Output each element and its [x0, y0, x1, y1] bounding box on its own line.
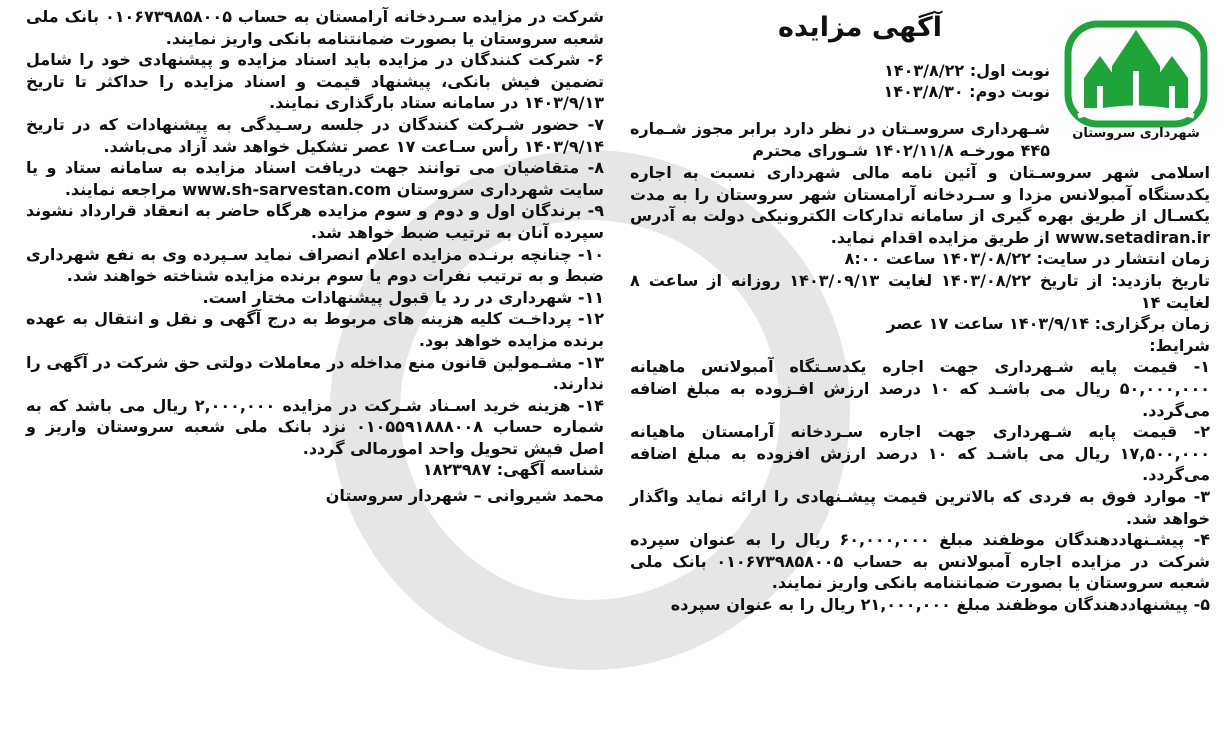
left-column — [26, 6, 604, 507]
round-first: نوبت اول: ۱۴۰۳/۸/۲۲ — [884, 61, 1050, 80]
condition-item: ۱۳- مشـمولین قانون منع مداخله در معاملات دولتی حق شرکت در آگهی را ندارند. — [26, 352, 604, 394]
round-second: نوبت دوم: ۱۴۰۳/۸/۳۰ — [883, 82, 1050, 101]
condition-item: ۹- برندگان اول و دوم و سوم مزایده هرگاه حاضر به انعقاد قرارداد نشوند سپرده آنان به ترتیب ضبط خواهد شد. — [26, 201, 604, 242]
publish-time: زمان انتشار در سایت: ۱۴۰۳/۰۸/۲۲ ساعت ۸:۰۰ — [844, 249, 1210, 269]
logo-label: شهرداری سروستان — [1072, 126, 1200, 141]
right-column — [630, 162, 1210, 615]
condition-item: ۲- قیمت پایه شـهرداری جهت اجاره سـردخانه آرامستان ماهیانه ۱۷,۵۰۰,۰۰۰ ریال می باشـد که ۱۰ درصد ارزش افزوده به مبلغ اضافه می‌گردد. — [630, 422, 1210, 485]
condition-item: ۴- پیشـنهاددهندگان موظفند مبلغ ۶۰,۰۰۰,۰۰۰ ریال را به عنوان سپرده شرکت در مزایده اجاره آمبولانس به حساب ۰۱۰۶۷۳۹۸۵۸۰۰۵ بانک ملی شعبه سروستان یا بصورت ضمانتنامه بانکی واریز نمایند. — [630, 530, 1211, 593]
condition-item: ۱۱- شهرداری در رد یا قبول پیشنهادات مختار است. — [202, 287, 604, 307]
condition-item: ۳- موارد فوق به فردی که بالاترین قیمت پیشـنهادی را ارائه نماید واگذار خواهد شد. — [630, 486, 1210, 528]
condition-item: ۱۴- هزینه خرید اسـناد شـرکت در مزایده ۲,۰۰۰,۰۰۰ ریال می باشد که به شماره حساب ۰۱۰۵۵۹۱۸۸۸۰۰۸ نزد بانک ملی شعبه سروستان واریز و اصل فیش تحویل واحد امورمالی گردد. — [26, 395, 605, 458]
condition-item: ۱- قیمت پایه شـهرداری جهت اجاره یکدسـتگاه آمبولانس ماهیانه ۵۰,۰۰۰,۰۰۰ ریال می باشـد که ۱۰ درصد ارزش افـزوده به مبلغ اضافه می‌گردد. — [630, 357, 1210, 420]
condition-item: شرکت در مزایده سـردخانه آرامستان به حساب ۰۱۰۶۷۳۹۸۵۸۰۰۵ بانک ملی شعبه سروستان یا بصورت ضمانتنامه بانکی واریز نمایند. — [26, 7, 605, 48]
intro-body: اسلامی شهر سروسـتان و آئین نامه مالی شهرداری نسبت به اجاره یکدستگاه آمبولانس مزدا و سـردخانه آرامستان شهر سروستان را به مدت یکسـال از طریق بهره گیری از سامانه تدارکات الکترونیکی دولت به آدرس www.setadiran.ir از طریق مزایده اقدام نماید. — [630, 163, 1210, 247]
tree-emblem-icon — [1062, 16, 1210, 128]
ad-id: شناسه آگهی: ۱۸۲۳۹۸۷ — [422, 460, 604, 480]
condition-item: ۷- حضور شـرکت کنندگان در جلسه رسـیدگی به پیشنهادات که در تاریخ ۱۴۰۳/۹/۱۴ رأس سـاعت ۱۷ عصر تشکیل خواهد شد آزاد می‌باشد. — [26, 114, 604, 156]
municipality-logo — [1062, 16, 1210, 144]
conditions-title: شرایط: — [1149, 335, 1210, 355]
condition-item: ۱۲- پرداخـت کلیه هزینه های مربوط به درج آگهی و نقل و انتقال به عهده برنده مزایده خواهد بود. — [26, 309, 604, 350]
intro-head: شـهرداری سروسـتان در نظر دارد برابر مجوز شـماره ۴۴۵ مورخـه ۱۴۰۲/۱۱/۸ شـورای محترم — [630, 119, 1050, 160]
condition-item: ۶- شرکت کنندگان در مزایده باید اسناد مزایده و پیشنهادی خود را شامل تضمین فیش بانکی، پیشنهاد قیمت و اسناد مزایده را حداکثر تا تاریخ ۱۴۰۳/۹/۱۳ در سامانه ستاد بارگذاری نمایند. — [26, 50, 604, 113]
rounds-block — [630, 60, 1050, 102]
page-title: آگهی مزایده — [778, 12, 942, 43]
condition-item: ۵- پیشنهاددهندگان موظفند مبلغ ۲۱,۰۰۰,۰۰۰ ریال را به عنوان سپرده — [670, 594, 1210, 614]
condition-item: ۸- متقاضیان می توانند جهت دریافت اسناد مزایده به سامانه ستاد و یا سایت شهرداری سروستان www.sh-sarvestan.com مراجعه نمایند. — [26, 158, 604, 199]
condition-item: ۱۰- چنانچه برنـده مزایده اعلام انصراف نماید سـپرده وی به نفع شهرداری ضبط و به ترتیب نفرات دوم یا سوم برنده مزایده شناخته خواهند شد. — [26, 244, 604, 286]
signature: محمد شیروانی – شهردار سروستان — [325, 486, 604, 506]
visit-time: تاریخ بازدید: از تاریخ ۱۴۰۳/۰۸/۲۲ لغایت ۱۴۰۳/۰۹/۱۳ روزانه از ساعت ۸ لغایت ۱۴ — [630, 270, 1211, 312]
hold-time: زمان برگزاری: ۱۴۰۳/۹/۱۴ ساعت ۱۷ عصر — [886, 314, 1210, 334]
